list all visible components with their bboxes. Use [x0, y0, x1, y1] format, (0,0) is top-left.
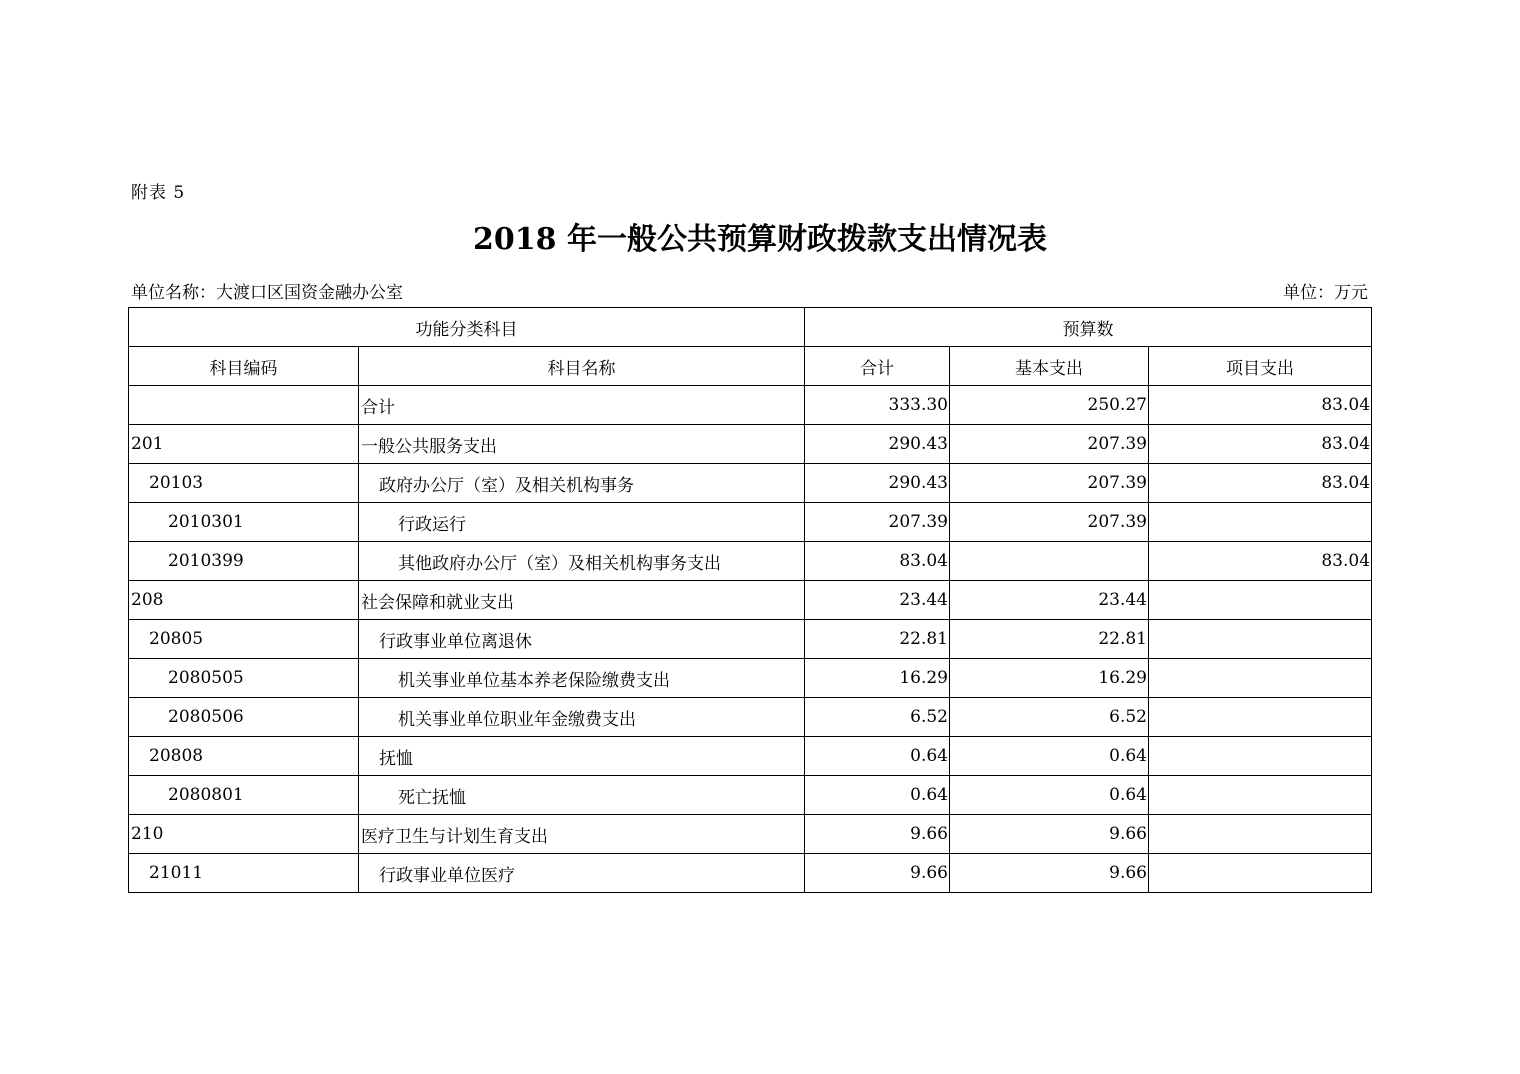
- total-cell: 290.43: [805, 425, 950, 464]
- project-cell: 83.04: [1149, 425, 1372, 464]
- project-cell: [1149, 581, 1372, 620]
- unit-label: 单位：万元: [1283, 283, 1368, 303]
- project-cell: [1149, 737, 1372, 776]
- basic-column-header: 基本支出: [950, 347, 1149, 386]
- total-cell: 290.43: [805, 464, 950, 503]
- name-column-header: 科目名称: [359, 347, 805, 386]
- table-row: [129, 854, 1372, 893]
- total-cell: 6.52: [805, 698, 950, 737]
- project-cell: 83.04: [1149, 386, 1372, 425]
- basic-cell: 6.52: [950, 698, 1149, 737]
- basic-cell: 9.66: [950, 815, 1149, 854]
- code-cell: [129, 386, 359, 425]
- basic-cell: [950, 542, 1149, 581]
- code-cell: 208: [129, 581, 359, 620]
- total-cell: 9.66: [805, 854, 950, 893]
- name-cell: 机关事业单位职业年金缴费支出: [359, 698, 805, 737]
- basic-cell: 207.39: [950, 503, 1149, 542]
- table-row: [129, 464, 1372, 503]
- basic-cell: 0.64: [950, 737, 1149, 776]
- table-row: [129, 542, 1372, 581]
- name-cell: 抚恤: [359, 737, 805, 776]
- name-cell: 政府办公厅（室）及相关机构事务: [359, 464, 805, 503]
- project-cell: 83.04: [1149, 542, 1372, 581]
- name-cell: 死亡抚恤: [359, 776, 805, 815]
- basic-cell: 250.27: [950, 386, 1149, 425]
- budget-header: 预算数: [805, 308, 1372, 347]
- appendix-label: 附表 5: [131, 183, 186, 203]
- total-cell: 0.64: [805, 776, 950, 815]
- code-cell: 2080801: [129, 776, 359, 815]
- document-title: 2018 年一般公共预算财政拨款支出情况表: [473, 222, 1047, 257]
- table-body: [129, 386, 1372, 893]
- unit-name: 单位名称：大渡口区国资金融办公室: [131, 283, 403, 303]
- code-cell: 210: [129, 815, 359, 854]
- name-cell: 一般公共服务支出: [359, 425, 805, 464]
- code-cell: 2010301: [129, 503, 359, 542]
- table-row: [129, 581, 1372, 620]
- total-cell: 23.44: [805, 581, 950, 620]
- budget-table: [128, 307, 1372, 893]
- name-cell: 合计: [359, 386, 805, 425]
- column-header-row: [129, 347, 1372, 386]
- project-cell: [1149, 698, 1372, 737]
- project-cell: [1149, 815, 1372, 854]
- basic-cell: 23.44: [950, 581, 1149, 620]
- table-row: [129, 776, 1372, 815]
- name-cell: 行政运行: [359, 503, 805, 542]
- name-cell: 社会保障和就业支出: [359, 581, 805, 620]
- code-cell: 2080505: [129, 659, 359, 698]
- basic-cell: 207.39: [950, 425, 1149, 464]
- table-row: [129, 698, 1372, 737]
- total-cell: 83.04: [805, 542, 950, 581]
- table-row: [129, 659, 1372, 698]
- code-cell: 2080506: [129, 698, 359, 737]
- code-cell: 20103: [129, 464, 359, 503]
- name-cell: 行政事业单位离退休: [359, 620, 805, 659]
- table-row: [129, 386, 1372, 425]
- project-cell: [1149, 503, 1372, 542]
- basic-cell: 0.64: [950, 776, 1149, 815]
- total-cell: 207.39: [805, 503, 950, 542]
- table-row: [129, 503, 1372, 542]
- name-cell: 医疗卫生与计划生育支出: [359, 815, 805, 854]
- name-cell: 行政事业单位医疗: [359, 854, 805, 893]
- total-cell: 0.64: [805, 737, 950, 776]
- code-cell: 21011: [129, 854, 359, 893]
- classification-header: 功能分类科目: [129, 308, 805, 347]
- code-cell: 201: [129, 425, 359, 464]
- project-cell: [1149, 620, 1372, 659]
- project-cell: [1149, 776, 1372, 815]
- basic-cell: 16.29: [950, 659, 1149, 698]
- project-cell: [1149, 659, 1372, 698]
- total-cell: 22.81: [805, 620, 950, 659]
- table-row: [129, 737, 1372, 776]
- project-cell: 83.04: [1149, 464, 1372, 503]
- name-cell: 其他政府办公厅（室）及相关机构事务支出: [359, 542, 805, 581]
- total-cell: 16.29: [805, 659, 950, 698]
- table-row: [129, 620, 1372, 659]
- table-row: [129, 425, 1372, 464]
- code-cell: 2010399: [129, 542, 359, 581]
- total-cell: 333.30: [805, 386, 950, 425]
- total-column-header: 合计: [805, 347, 950, 386]
- project-column-header: 项目支出: [1149, 347, 1372, 386]
- name-cell: 机关事业单位基本养老保险缴费支出: [359, 659, 805, 698]
- basic-cell: 22.81: [950, 620, 1149, 659]
- table-row: [129, 815, 1372, 854]
- code-column-header: 科目编码: [129, 347, 359, 386]
- group-header-row: [129, 308, 1372, 347]
- total-cell: 9.66: [805, 815, 950, 854]
- basic-cell: 207.39: [950, 464, 1149, 503]
- code-cell: 20808: [129, 737, 359, 776]
- project-cell: [1149, 854, 1372, 893]
- code-cell: 20805: [129, 620, 359, 659]
- basic-cell: 9.66: [950, 854, 1149, 893]
